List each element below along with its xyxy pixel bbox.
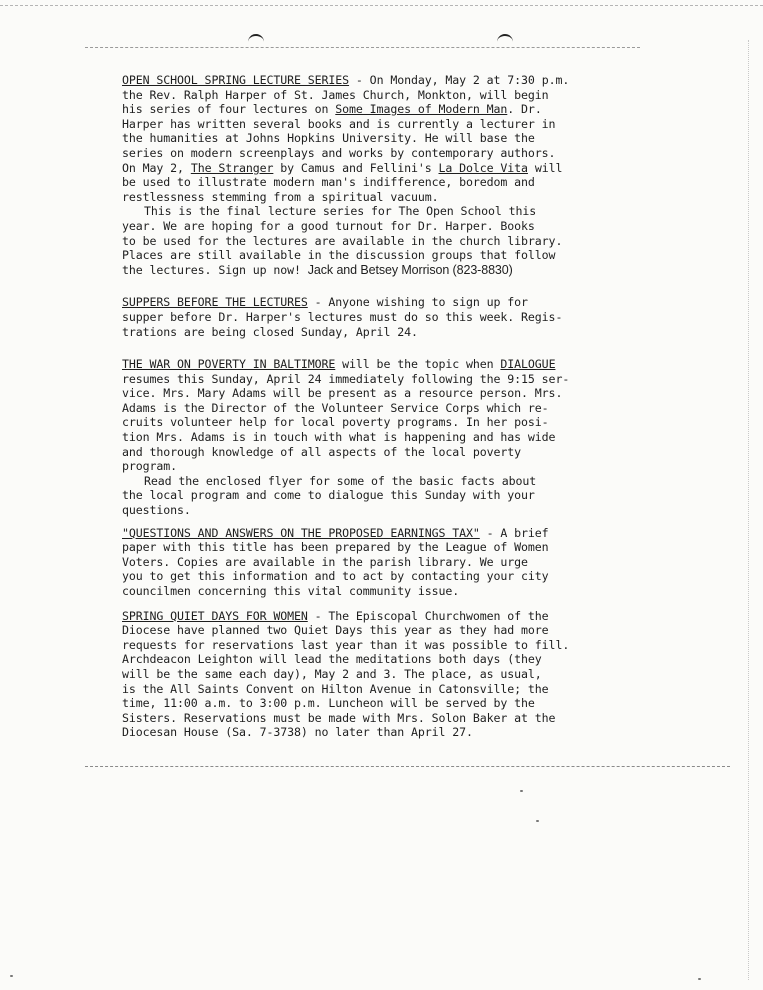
section-suppers: SUPPERS BEFORE THE LECTURES - Anyone wishing to sign up for supper before Dr. Harper's lectures must do so this week. Regis- trations are being closed Sunday, April 24. (122, 295, 563, 339)
section-war-on-poverty: THE WAR ON POVERTY IN BALTIMORE will be the topic when DIALOGUE resumes this Sunday, April 24 immediately following the 9:15 ser- vice. Mrs. Mary Adams will be present as a resource person. Mrs. Adams is the Director of the Volunteer Service Corps which re- cruits volunteer help for local poverty programs. In her posi- tion Mrs. Adams is in touch with what is happening and has wide and thorough knowledge of all aspects of the local poverty program. Read the enclosed flyer for some of the basic facts about the local program and come to dialogue this Sunday with your questions. (122, 357, 570, 518)
scan-speck (10, 975, 13, 977)
lecture-series-title: Some Images of Modern Man (335, 102, 508, 117)
page-edge-top (0, 5, 763, 6)
newsletter-content (122, 73, 642, 758)
scan-speck (698, 978, 701, 980)
header-mark-right (497, 34, 513, 44)
scan-speck (520, 790, 523, 792)
header-rule (85, 47, 640, 48)
dialogue-label: DIALOGUE (500, 357, 556, 372)
section-earnings-tax: "QUESTIONS AND ANSWERS ON THE PROPOSED EARNINGS TAX" - A brief paper with this title has been prepared by the League of Women Voters. Copies are available in the parish library. We urge you to get this information and to act by contacting your city councilmen concerning this vital community issue. (122, 525, 549, 598)
header-mark-left (248, 34, 264, 44)
work-title: La Dolce Vita (438, 160, 528, 175)
section-heading: SUPPERS BEFORE THE LECTURES (122, 295, 308, 310)
section-heading: "QUESTIONS AND ANSWERS ON THE PROPOSED EARNINGS TAX" (122, 525, 480, 540)
section-heading: SPRING QUIET DAYS FOR WOMEN (122, 608, 308, 623)
section-heading: THE WAR ON POVERTY IN BALTIMORE (122, 357, 336, 372)
scan-speck (536, 820, 539, 822)
section-quiet-days: SPRING QUIET DAYS FOR WOMEN - The Episcopal Churchwomen of the Diocese have planned two Quiet Days this year as they had more requests for reservations last year than it was possible to fill. Archdeacon Leighton will lead the meditations both days (they will be the same each day), May 2 and 3. The place, as usual, is the All Saints Convent on Hilton Avenue in Catonsville; the time, 11:00 a.m. to 3:00 p.m. Luncheon will be served by the Sisters. Reservations must be made with Mrs. Solon Baker at the Diocesan House (Sa. 7-3738) no later than April 27. (122, 608, 570, 740)
page-edge-right (748, 40, 749, 980)
signature: Jack and Betsey Morrison (823-8830) (307, 262, 513, 277)
work-title: The Stranger (190, 160, 274, 175)
section-open-school: OPEN SCHOOL SPRING LECTURE SERIES - On Monday, May 2 at 7:30 p.m. the Rev. Ralph Harper of St. James Church, Monkton, will begin his series of four lectures on Some Images of Modern Man. Dr. Harper has written several books and is currently a lecturer in the humanities at Johns Hopkins University. He will base the series on modern screenplays and works by contemporary authors. On May 2, The Stranger by Camus and Fellini's La Dolce Vita will be used to illustrate modern man's indifference, boredom and restlessness stemming from a spiritual vacuum. This is the final lecture series for The Open School this year. We are hoping for a good turnout for Dr. Harper. Books to be used for the lectures are available in the church library. Places are still available in the discussion groups that follow the lectures. Sign up now! Jack and Betsey Morrison (823-8830) (122, 73, 570, 277)
section-heading: OPEN SCHOOL SPRING LECTURE SERIES (122, 73, 350, 87)
footer-rule (85, 766, 730, 767)
